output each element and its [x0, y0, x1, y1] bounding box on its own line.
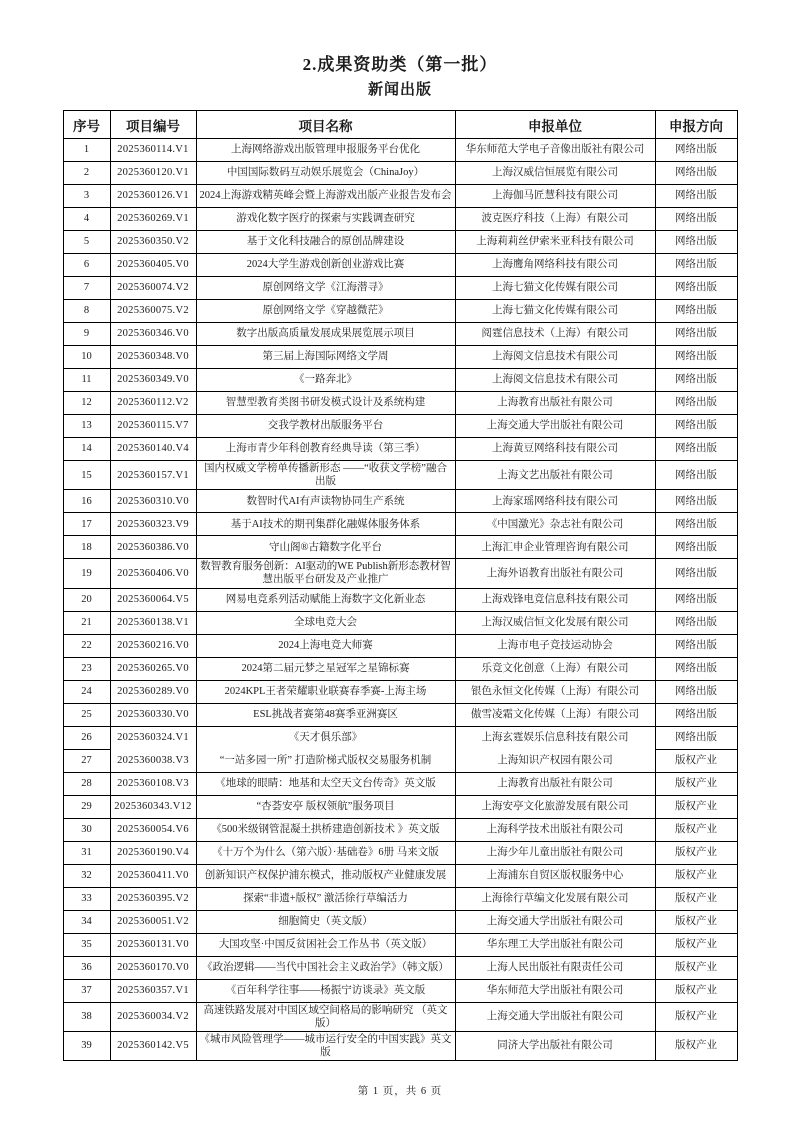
cell-seq: 9	[63, 323, 110, 346]
cell-seq: 34	[63, 910, 110, 933]
header-project-code: 项目编号	[110, 111, 196, 139]
cell-direction: 网络出版	[655, 611, 737, 634]
cell-seq: 6	[63, 254, 110, 277]
cell-direction: 网络出版	[655, 657, 737, 680]
cell-project-code: 2025360034.V2	[110, 1002, 196, 1031]
cell-project-name: 《十万个为什么（第六版）·基础卷》6册 马来文版	[196, 841, 455, 864]
table-row	[63, 162, 737, 185]
cell-direction: 版权产业	[655, 772, 737, 795]
table-row	[63, 956, 737, 979]
cell-seq: 4	[63, 208, 110, 231]
cell-project-code: 2025360406.V0	[110, 559, 196, 588]
cell-direction: 网络出版	[655, 139, 737, 162]
cell-seq: 23	[63, 657, 110, 680]
cell-project-code: 2025360054.V6	[110, 818, 196, 841]
cell-direction: 网络出版	[655, 162, 737, 185]
cell-seq: 27	[63, 749, 110, 772]
header-seq: 序号	[63, 111, 110, 139]
cell-project-code: 2025360142.V5	[110, 1031, 196, 1060]
table-row	[63, 1031, 737, 1060]
table-row	[63, 208, 737, 231]
cell-project-code: 2025360405.V0	[110, 254, 196, 277]
table-row	[63, 559, 737, 588]
cell-project-code: 2025360395.V2	[110, 887, 196, 910]
table-row	[63, 185, 737, 208]
cell-seq: 37	[63, 979, 110, 1002]
cell-project-name: 网易电竞系列活动赋能上海数字文化新业态	[196, 588, 455, 611]
table-row	[63, 657, 737, 680]
cell-org: 上海戏锋电竞信息科技有限公司	[455, 588, 655, 611]
cell-project-name: 2024KPL王者荣耀职业联赛春季赛-上海主场	[196, 680, 455, 703]
cell-project-name: “杏荟安亭 版权领航”服务项目	[196, 795, 455, 818]
cell-project-name: 数字出版高质量发展成果展览展示项目	[196, 323, 455, 346]
cell-project-code: 2025360038.V3	[110, 749, 196, 772]
cell-project-code: 2025360114.V1	[110, 139, 196, 162]
page-subtitle: 新闻出版	[367, 82, 432, 98]
cell-project-code: 2025360357.V1	[110, 979, 196, 1002]
header-project-name: 项目名称	[196, 111, 455, 139]
cell-org: 上海汇申企业管理咨询有限公司	[455, 536, 655, 559]
cell-project-name: 《政治逻辑——当代中国社会主义政治学》（韩文版）	[196, 956, 455, 979]
cell-project-name: 数智教育服务创新：AI驱动的WE Publish新形态教材智慧出版平台研发及产业推广	[196, 559, 455, 588]
cell-project-code: 2025360074.V2	[110, 277, 196, 300]
cell-seq: 35	[63, 933, 110, 956]
cell-project-name: 《百年科学往事——杨振宁访谈录》英文版	[196, 979, 455, 1002]
table-row	[63, 369, 737, 392]
cell-project-name: “一站多园一所” 打造阶梯式版权交易服务机制	[196, 749, 455, 772]
cell-project-name: 国内权威文学榜单传播新形态 ——“收获文学榜”融合出版	[196, 461, 455, 490]
cell-project-code: 2025360265.V0	[110, 657, 196, 680]
cell-org: 上海鹰角网络科技有限公司	[455, 254, 655, 277]
cell-project-name: 上海市青少年科创教育经典导读（第三季）	[196, 438, 455, 461]
table-row	[63, 680, 737, 703]
cell-project-name: 《城市风险管理学——城市运行安全的中国实践》英文版	[196, 1031, 455, 1060]
cell-project-code: 2025360350.V2	[110, 231, 196, 254]
cell-org: 上海文艺出版社有限公司	[455, 461, 655, 490]
cell-project-code: 2025360126.V1	[110, 185, 196, 208]
table-row	[63, 864, 737, 887]
page-title: 2.成果资助类（第一批）	[302, 55, 498, 74]
cell-seq: 36	[63, 956, 110, 979]
cell-org: 上海汉威信恒展览有限公司	[455, 162, 655, 185]
cell-project-name: 《500米级钢管混凝土拱桥建造创新技术 》英文版	[196, 818, 455, 841]
cell-seq: 7	[63, 277, 110, 300]
cell-seq: 39	[63, 1031, 110, 1060]
cell-org: 上海外语教育出版社有限公司	[455, 559, 655, 588]
cell-project-code: 2025360170.V0	[110, 956, 196, 979]
table-row	[63, 346, 737, 369]
cell-direction: 版权产业	[655, 956, 737, 979]
cell-seq: 5	[63, 231, 110, 254]
cell-org: 上海交通大学出版社有限公司	[455, 1002, 655, 1031]
cell-project-code: 2025360075.V2	[110, 300, 196, 323]
table-row	[63, 323, 737, 346]
cell-project-name: 细胞简史（英文版）	[196, 910, 455, 933]
cell-project-code: 2025360112.V2	[110, 392, 196, 415]
table-row	[63, 300, 737, 323]
cell-seq: 38	[63, 1002, 110, 1031]
table-row	[63, 841, 737, 864]
cell-direction: 网络出版	[655, 346, 737, 369]
cell-project-code: 2025360411.V0	[110, 864, 196, 887]
cell-org: 上海阅文信息技术有限公司	[455, 369, 655, 392]
cell-project-name: 交我学教材出版服务平台	[196, 415, 455, 438]
cell-project-name: 游戏化数字医疗的探索与实践调查研究	[196, 208, 455, 231]
cell-org: 上海阅文信息技术有限公司	[455, 346, 655, 369]
cell-direction: 网络出版	[655, 703, 737, 726]
cell-seq: 19	[63, 559, 110, 588]
cell-direction: 版权产业	[655, 1031, 737, 1060]
cell-seq: 25	[63, 703, 110, 726]
cell-direction: 网络出版	[655, 185, 737, 208]
cell-direction: 版权产业	[655, 818, 737, 841]
cell-org: 华东师范大学出版社有限公司	[455, 979, 655, 1002]
cell-project-name: 基于AI技术的期刊集群化融媒体服务体系	[196, 513, 455, 536]
cell-seq: 3	[63, 185, 110, 208]
table-row	[63, 588, 737, 611]
cell-seq: 30	[63, 818, 110, 841]
cell-project-code: 2025360324.V1	[110, 726, 196, 749]
header-org: 申报单位	[455, 111, 655, 139]
cell-seq: 26	[63, 726, 110, 749]
cell-project-code: 2025360216.V0	[110, 634, 196, 657]
cell-project-code: 2025360346.V0	[110, 323, 196, 346]
cell-org: 上海七猫文化传媒有限公司	[455, 300, 655, 323]
cell-org: 上海浦东自贸区版权服务中心	[455, 864, 655, 887]
cell-seq: 31	[63, 841, 110, 864]
cell-direction: 网络出版	[655, 588, 737, 611]
table-row	[63, 139, 737, 162]
cell-org: 上海家瑶网络科技有限公司	[455, 490, 655, 513]
table-row	[63, 1002, 737, 1031]
table-row	[63, 392, 737, 415]
cell-project-code: 2025360131.V0	[110, 933, 196, 956]
cell-seq: 11	[63, 369, 110, 392]
cell-org: 上海交通大学出版社有限公司	[455, 910, 655, 933]
cell-direction: 网络出版	[655, 231, 737, 254]
table-row	[63, 536, 737, 559]
page-number: 第 1 页，共 6 页	[357, 1086, 443, 1097]
table-row	[63, 277, 737, 300]
cell-project-name: 智慧型教育类图书研发模式设计及系统构建	[196, 392, 455, 415]
cell-project-code: 2025360140.V4	[110, 438, 196, 461]
cell-project-name: 中国国际数码互动娱乐展览会（ChinaJoy）	[196, 162, 455, 185]
projects-table	[63, 110, 738, 1061]
cell-project-name: 《一路奔北》	[196, 369, 455, 392]
cell-org: 上海人民出版社有限责任公司	[455, 956, 655, 979]
table-row	[63, 933, 737, 956]
table-row	[63, 231, 737, 254]
cell-project-code: 2025360323.V9	[110, 513, 196, 536]
cell-project-name: 基于文化科技融合的原创品牌建设	[196, 231, 455, 254]
cell-direction: 网络出版	[655, 254, 737, 277]
cell-project-name: 探索“非遗+版权” 激活徐行草编活力	[196, 887, 455, 910]
cell-project-code: 2025360348.V0	[110, 346, 196, 369]
table-row	[63, 887, 737, 910]
cell-seq: 12	[63, 392, 110, 415]
cell-org: 上海市电子竞技运动协会	[455, 634, 655, 657]
cell-org: 上海安亭文化旅游发展有限公司	[455, 795, 655, 818]
table-body	[63, 139, 737, 1061]
cell-seq: 18	[63, 536, 110, 559]
cell-direction: 版权产业	[655, 887, 737, 910]
cell-org: 波克医疗科技（上海）有限公司	[455, 208, 655, 231]
cell-org: 上海少年儿童出版社有限公司	[455, 841, 655, 864]
cell-project-name: 第三届上海国际网络文学周	[196, 346, 455, 369]
cell-org: 上海徐行草编文化发展有限公司	[455, 887, 655, 910]
cell-seq: 15	[63, 461, 110, 490]
cell-project-code: 2025360386.V0	[110, 536, 196, 559]
cell-direction: 网络出版	[655, 726, 737, 749]
cell-seq: 33	[63, 887, 110, 910]
cell-project-name: 《地球的眼睛：地基和太空天文台传奇》英文版	[196, 772, 455, 795]
cell-org: 上海交通大学出版社有限公司	[455, 415, 655, 438]
cell-seq: 2	[63, 162, 110, 185]
cell-project-code: 2025360064.V5	[110, 588, 196, 611]
cell-seq: 22	[63, 634, 110, 657]
cell-project-code: 2025360269.V1	[110, 208, 196, 231]
cell-seq: 8	[63, 300, 110, 323]
cell-direction: 网络出版	[655, 490, 737, 513]
cell-direction: 版权产业	[655, 795, 737, 818]
cell-org: 乐竞文化创意（上海）有限公司	[455, 657, 655, 680]
cell-project-name: 数智时代AI有声读物协同生产系统	[196, 490, 455, 513]
cell-project-name: 创新知识产权保护浦东模式，推动版权产业健康发展	[196, 864, 455, 887]
cell-project-code: 2025360138.V1	[110, 611, 196, 634]
cell-direction: 网络出版	[655, 680, 737, 703]
table-row	[63, 795, 737, 818]
cell-org: 上海知识产权园有限公司	[455, 749, 655, 772]
header-direction: 申报方向	[655, 111, 737, 139]
cell-project-name: 《天才俱乐部》	[196, 726, 455, 749]
cell-org: 上海教育出版社有限公司	[455, 772, 655, 795]
cell-project-code: 2025360343.V12	[110, 795, 196, 818]
table-row	[63, 749, 737, 772]
cell-org: 上海伽马匠慧科技有限公司	[455, 185, 655, 208]
cell-direction: 网络出版	[655, 300, 737, 323]
cell-project-name: 上海网络游戏出版管理申报服务平台优化	[196, 139, 455, 162]
cell-org: 华东理工大学出版社有限公司	[455, 933, 655, 956]
table-row	[63, 254, 737, 277]
cell-project-name: 守山阁®古籍数字化平台	[196, 536, 455, 559]
cell-direction: 网络出版	[655, 634, 737, 657]
cell-direction: 网络出版	[655, 559, 737, 588]
cell-seq: 24	[63, 680, 110, 703]
cell-org: 银色永恒文化传媒（上海）有限公司	[455, 680, 655, 703]
cell-direction: 网络出版	[655, 277, 737, 300]
cell-direction: 网络出版	[655, 536, 737, 559]
cell-project-name: 原创网络文学《穿越微茫》	[196, 300, 455, 323]
table-row	[63, 634, 737, 657]
cell-project-name: 高速铁路发展对中国区域空间格局的影响研究 （英文版）	[196, 1002, 455, 1031]
cell-org: 同济大学出版社有限公司	[455, 1031, 655, 1060]
cell-seq: 13	[63, 415, 110, 438]
cell-project-code: 2025360190.V4	[110, 841, 196, 864]
cell-direction: 版权产业	[655, 933, 737, 956]
table-row	[63, 461, 737, 490]
cell-project-name: 2024大学生游戏创新创业游戏比赛	[196, 254, 455, 277]
table-row	[63, 818, 737, 841]
cell-direction: 网络出版	[655, 438, 737, 461]
table-row	[63, 513, 737, 536]
cell-org: 傲雪凌霜文化传媒（上海）有限公司	[455, 703, 655, 726]
cell-seq: 29	[63, 795, 110, 818]
cell-org: 上海黄豆网络科技有限公司	[455, 438, 655, 461]
cell-direction: 网络出版	[655, 208, 737, 231]
cell-project-code: 2025360310.V0	[110, 490, 196, 513]
cell-project-name: 大国攻坚·中国反贫困社会工作丛书（英文版）	[196, 933, 455, 956]
cell-seq: 21	[63, 611, 110, 634]
cell-project-name: 2024上海电竞大师赛	[196, 634, 455, 657]
cell-seq: 1	[63, 139, 110, 162]
cell-org: 上海科学技术出版社有限公司	[455, 818, 655, 841]
cell-seq: 17	[63, 513, 110, 536]
table-row	[63, 703, 737, 726]
cell-project-name: 全球电竞大会	[196, 611, 455, 634]
cell-project-code: 2025360330.V0	[110, 703, 196, 726]
table-row	[63, 726, 737, 749]
table-row	[63, 611, 737, 634]
cell-org: 华东师范大学电子音像出版社有限公司	[455, 139, 655, 162]
table-row	[63, 438, 737, 461]
cell-project-code: 2025360115.V7	[110, 415, 196, 438]
cell-seq: 14	[63, 438, 110, 461]
cell-org: 上海教育出版社有限公司	[455, 392, 655, 415]
cell-direction: 网络出版	[655, 392, 737, 415]
cell-direction: 版权产业	[655, 864, 737, 887]
cell-org: 阅霆信息技术（上海）有限公司	[455, 323, 655, 346]
cell-direction: 网络出版	[655, 415, 737, 438]
cell-project-code: 2025360289.V0	[110, 680, 196, 703]
cell-direction: 版权产业	[655, 979, 737, 1002]
cell-project-name: ESL挑战者赛第48赛季亚洲赛区	[196, 703, 455, 726]
table-row	[63, 772, 737, 795]
table-row	[63, 490, 737, 513]
table-row	[63, 415, 737, 438]
cell-project-code: 2025360120.V1	[110, 162, 196, 185]
cell-seq: 10	[63, 346, 110, 369]
cell-project-code: 2025360349.V0	[110, 369, 196, 392]
cell-project-code: 2025360108.V3	[110, 772, 196, 795]
cell-direction: 网络出版	[655, 513, 737, 536]
cell-org: 上海玄霆娱乐信息科技有限公司	[455, 726, 655, 749]
cell-direction: 版权产业	[655, 749, 737, 772]
cell-project-name: 原创网络文学《江海潜寻》	[196, 277, 455, 300]
cell-seq: 32	[63, 864, 110, 887]
cell-direction: 版权产业	[655, 910, 737, 933]
cell-seq: 16	[63, 490, 110, 513]
cell-seq: 20	[63, 588, 110, 611]
cell-project-code: 2025360157.V1	[110, 461, 196, 490]
cell-org: 上海莉莉丝伊索米亚科技有限公司	[455, 231, 655, 254]
cell-seq: 28	[63, 772, 110, 795]
cell-org: 上海汉威信恒文化发展有限公司	[455, 611, 655, 634]
cell-direction: 版权产业	[655, 1002, 737, 1031]
cell-org: 《中国激光》杂志社有限公司	[455, 513, 655, 536]
cell-project-name: 2024第二届元梦之星冠军之星锦标赛	[196, 657, 455, 680]
cell-org: 上海七猫文化传媒有限公司	[455, 277, 655, 300]
cell-project-name: 2024上海游戏精英峰会暨上海游戏出版产业报告发布会	[196, 185, 455, 208]
table-row	[63, 910, 737, 933]
table-header-row	[63, 111, 737, 139]
table-row	[63, 979, 737, 1002]
cell-direction: 网络出版	[655, 369, 737, 392]
cell-direction: 网络出版	[655, 323, 737, 346]
cell-project-code: 2025360051.V2	[110, 910, 196, 933]
cell-direction: 版权产业	[655, 841, 737, 864]
cell-direction: 网络出版	[655, 461, 737, 490]
